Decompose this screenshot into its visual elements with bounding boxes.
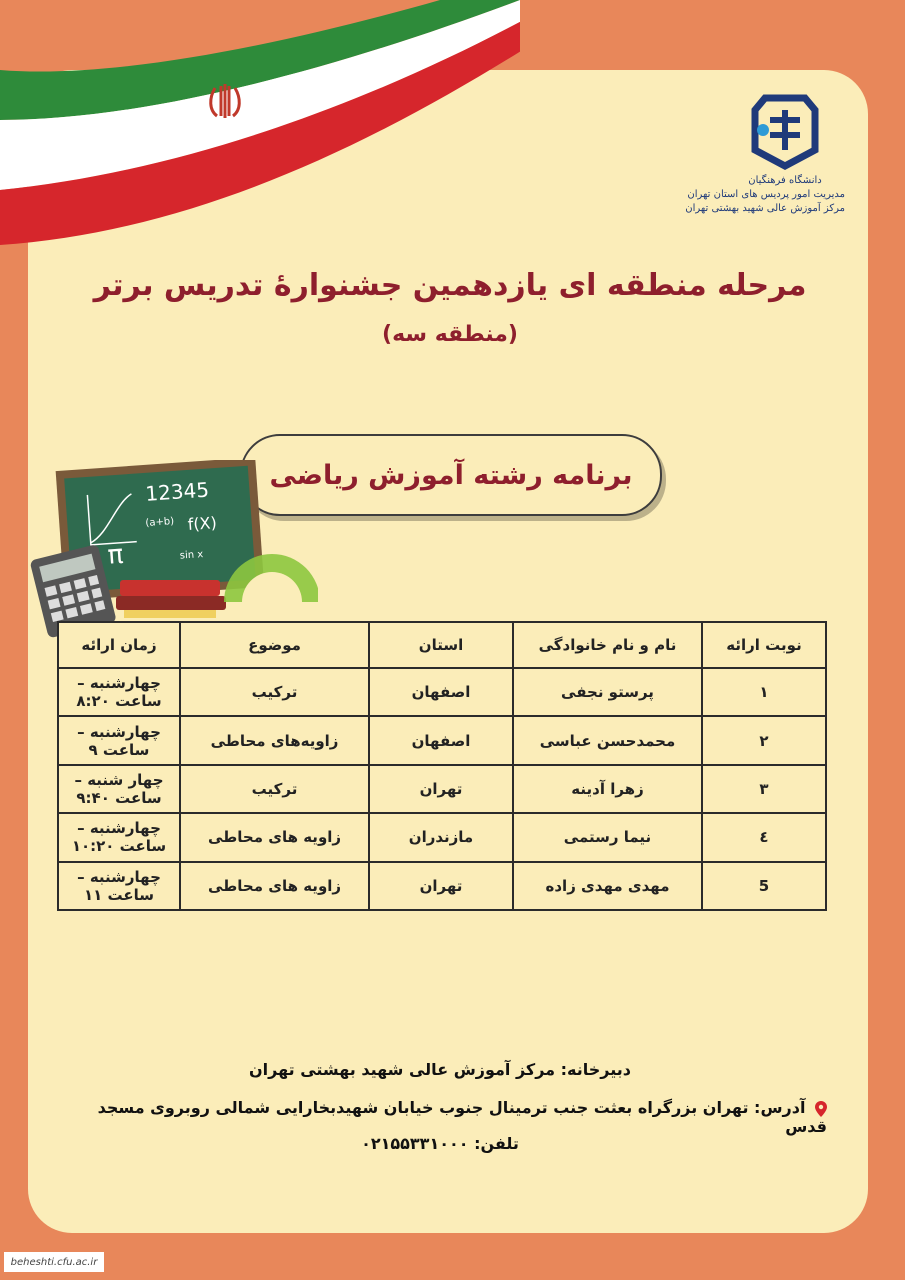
board-ab: (a+b) <box>145 516 175 529</box>
footer-phone: تلفن: ۰۲۱۵۵۳۳۱۰۰۰ <box>361 1134 519 1153</box>
poster-title: مرحله منطقه ای یازدهمین جشنوارۀ تدریس برتر <box>93 268 807 303</box>
header-time: زمان ارائه <box>58 622 180 668</box>
schedule-table <box>57 621 827 911</box>
board-sinx: sin x <box>179 549 204 562</box>
cell-turn: ۳ <box>702 765 826 813</box>
footer-secretariat: دبیرخانه: مرکز آموزش عالی شهید بهشتی تهران <box>248 1060 632 1079</box>
header-topic: موضوع <box>180 622 369 668</box>
cell-province: تهران <box>369 765 513 813</box>
logo-line-3: مرکز آموزش عالی شهید بهشتی تهران <box>685 203 845 214</box>
table-row <box>58 862 826 910</box>
site-watermark: beheshti.cfu.ac.ir <box>4 1252 104 1272</box>
cell-time: چهارشنبه – ساعت ۸:۲۰ <box>58 668 180 716</box>
cell-province: اصفهان <box>369 716 513 764</box>
table-row <box>58 813 826 861</box>
board-fx: f(X) <box>187 513 218 535</box>
cell-name: نیما رستمی <box>513 813 702 861</box>
cell-topic: زاویه‌های محاطی <box>180 716 369 764</box>
table-header-row <box>58 622 826 668</box>
cell-province: مازندران <box>369 813 513 861</box>
cell-time: چهار شنبه – ساعت ۹:۴۰ <box>58 765 180 813</box>
cell-topic: زاویه های محاطی <box>180 813 369 861</box>
cell-province: تهران <box>369 862 513 910</box>
cell-name: محمدحسن عباسی <box>513 716 702 764</box>
table-row <box>58 765 826 813</box>
cell-time: چهارشنبه – ساعت ۱۱ <box>58 862 180 910</box>
books-icon <box>116 580 226 618</box>
cell-turn: ٤ <box>702 813 826 861</box>
cell-turn: ۲ <box>702 716 826 764</box>
cell-name: زهرا آدینه <box>513 765 702 813</box>
cell-name: مهدی مهدی زاده <box>513 862 702 910</box>
board-pi: π <box>106 539 125 571</box>
header-province: استان <box>369 622 513 668</box>
footer-address: آدرس: تهران بزرگراه بعثت جنب ترمینال جنوب خیابان شهیدبخارایی شمالی روبروی مسجد قدس <box>97 1098 827 1136</box>
table-row <box>58 716 826 764</box>
cell-topic: ترکیب <box>180 765 369 813</box>
cell-time: چهارشنبه – ساعت ۹ <box>58 716 180 764</box>
cell-time: چهارشنبه – ساعت ۱۰:۲۰ <box>58 813 180 861</box>
farhangian-logo-icon <box>745 90 825 170</box>
iran-flag-ribbon <box>0 0 520 260</box>
cell-turn: 5 <box>702 862 826 910</box>
header-name: نام و نام خانوادگی <box>513 622 702 668</box>
cell-turn: ۱ <box>702 668 826 716</box>
location-pin-icon <box>815 1101 827 1117</box>
board-numbers: 12345 <box>144 477 210 506</box>
cell-topic: ترکیب <box>180 668 369 716</box>
footer-address-line <box>67 1098 827 1136</box>
cell-name: پرستو نجفی <box>513 668 702 716</box>
logo-line-2: مدیریت امور پردیس های استان تهران <box>687 189 845 200</box>
header-turn: نوبت ارائه <box>702 622 826 668</box>
poster-subtitle: (منطقه سه) <box>382 322 518 347</box>
logo-line-1: دانشگاه فرهنگیان <box>748 175 822 186</box>
table-row <box>58 668 826 716</box>
math-illustration <box>28 460 318 640</box>
university-logo <box>685 90 845 250</box>
cell-topic: زاویه های محاطی <box>180 862 369 910</box>
program-title: برنامه رشته آموزش ریاضی <box>269 459 633 491</box>
cell-province: اصفهان <box>369 668 513 716</box>
